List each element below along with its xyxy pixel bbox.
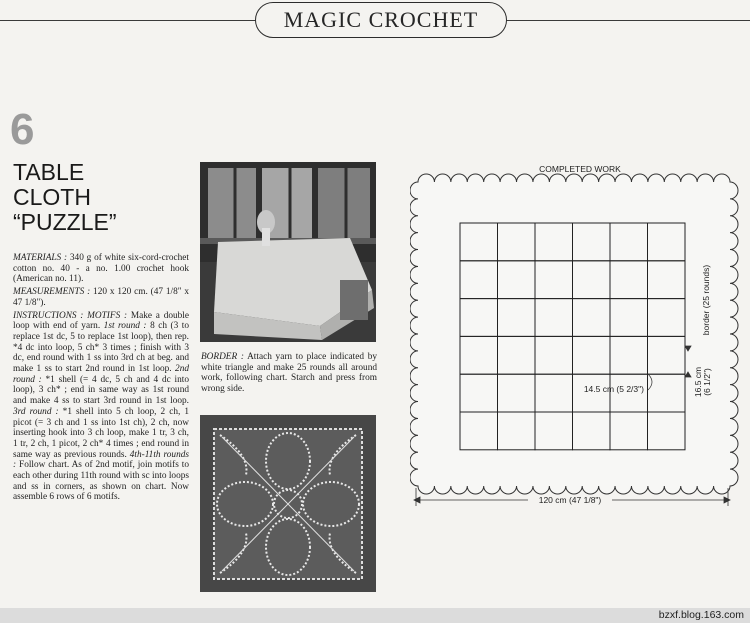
pattern-title [13, 160, 117, 235]
tablecloth-photo [200, 162, 376, 342]
title-line: TABLE [13, 159, 85, 185]
footer-watermark: bzxf.blog.163.com [658, 609, 744, 621]
width-label: 120 cm (47 1/8") [538, 495, 602, 505]
magazine-title: MAGIC CROCHET [283, 7, 479, 32]
round-text: *1 shell (= 4 dc, 5 ch and 4 dc into loop), 3 ch* ; end in same way as 1st round and make 4 ss to start 3rd round in 1st loop. [13, 374, 189, 407]
diagram-svg [410, 160, 745, 520]
instructions-text: Make a double loop with end of yarn. [13, 310, 190, 332]
measurements-text: 120 x 120 cm. (47 1/8" x 47 1/8"). [13, 287, 189, 308]
completed-work-diagram [410, 160, 745, 520]
materials-paragraph [13, 253, 189, 285]
border-rounds-label: border (25 rounds) [701, 264, 711, 336]
round-text: Follow chart. As of 2nd motif, join motifs to each other during 11th round with sc into loops and ss in corners, as shown on chart. Now assemble 6 rows of 6 motifs. [13, 460, 189, 503]
border-label: BORDER : [201, 352, 244, 362]
tablecloth-photo-image [200, 162, 376, 342]
measurements-label: MEASUREMENTS : [13, 287, 91, 298]
pattern-number: 6 [10, 105, 35, 154]
motif-photo [200, 415, 376, 592]
instructions-paragraph [13, 311, 189, 504]
motif-size-label: 14.5 cm (5 2/3") [583, 384, 644, 394]
diagram-title: COMPLETED WORK [539, 164, 621, 174]
round-text: 8 ch (3 to replace 1st dc, 5 to replace 1st loop), then rep. *4 dc into loop, 5 ch* 3 times ; finish with 3 dc, end round with 1 ss into 3rd ch at beg. and make 1 ss to start 2nd round in 1st loop. [13, 321, 190, 375]
measurements-paragraph [13, 287, 189, 308]
border-text: Attach yarn to place indicated by white triangle and make 25 rounds all around work, following chart. Starch and press from wrong side. [201, 352, 377, 395]
round-label: 3rd round : [13, 406, 59, 417]
title-line: CLOTH [13, 184, 91, 210]
title-line: “PUZZLE” [13, 209, 117, 235]
arrow-right [724, 497, 730, 503]
instructions-column [13, 253, 189, 505]
footer-bar [0, 608, 750, 623]
arrow-left [414, 497, 420, 503]
round-label: 1st round : [103, 321, 147, 332]
round-label: 2nd round : [13, 364, 189, 385]
magazine-header [255, 2, 507, 38]
materials-label: MATERIALS : [13, 253, 68, 263]
round-text: *1 shell into 5 ch loop, 2 ch, 1 picot (= 3 ch and 1 ss into 1st ch), 2 ch, now inserting hook into 3 ch loop, make 1 tr, 3 ch, 1 tr, 2 ch, 1 picot, 2 ch* 4 times ; end round in same way as previous rounds. [13, 406, 189, 460]
border-dim-in: (6 1/2") [702, 368, 712, 396]
instructions-label: INSTRUCTIONS : MOTIFS : [13, 310, 128, 321]
scalloped-border [410, 174, 738, 494]
border-instructions [201, 352, 377, 395]
crochet-motif-image [200, 415, 376, 592]
materials-text: 340 g of white six-cord-crochet cotton no. 40 - a no. 1.00 crochet hook (American no. 11). [13, 253, 189, 285]
round-label: 4th-11th rounds : [13, 449, 190, 471]
border-dim-cm: 16.5 cm [693, 366, 703, 398]
